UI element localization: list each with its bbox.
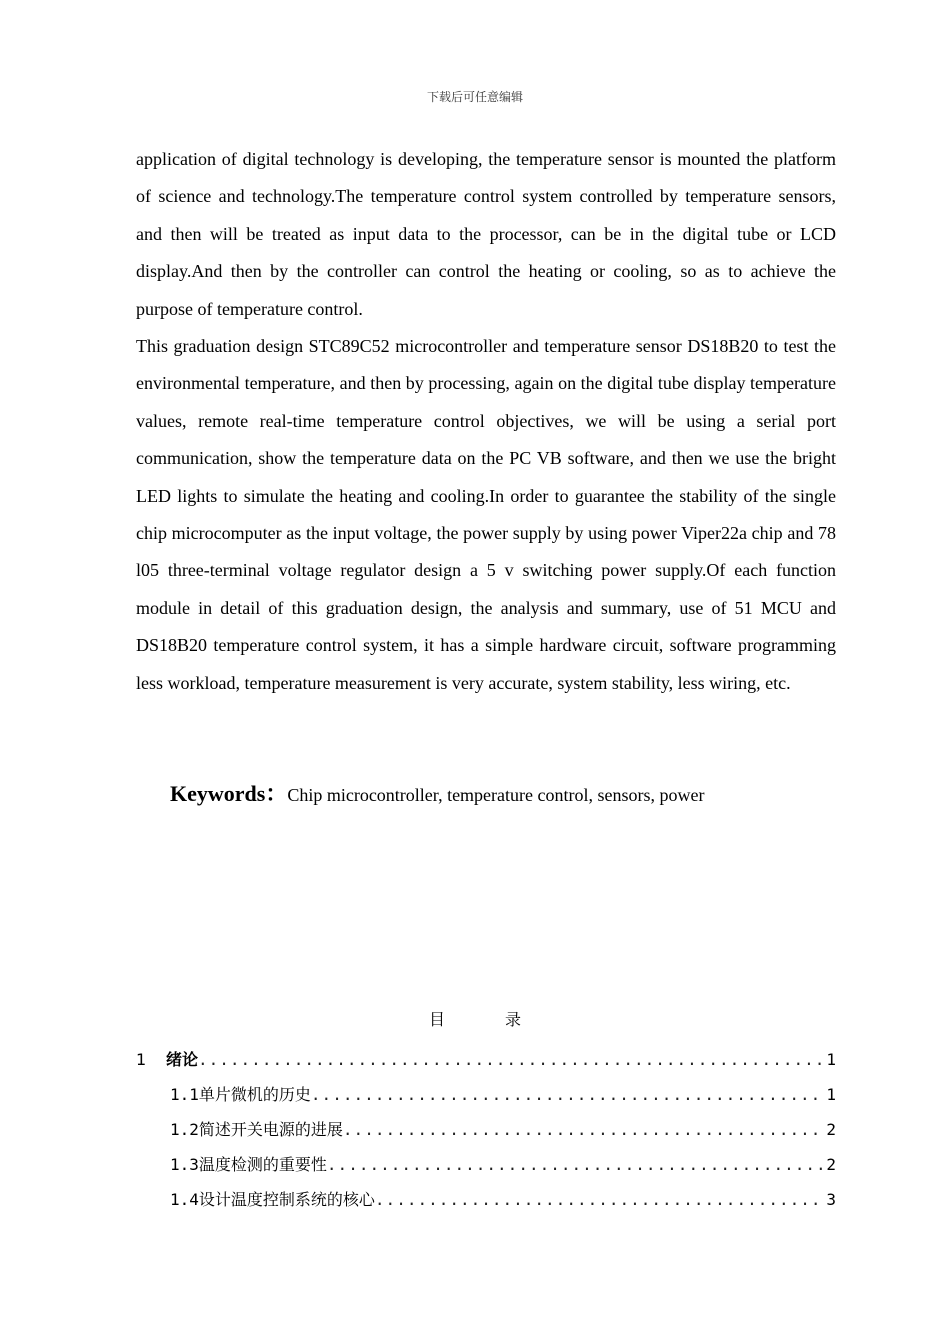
toc-entry-title: 设计温度控制系统的核心	[198, 1190, 375, 1209]
toc-entry-page: 3	[826, 1190, 836, 1209]
toc-leader-dots	[375, 1182, 824, 1217]
toc-entry[interactable]	[136, 1077, 836, 1112]
abstract-paragraph: This graduation design STC89C52 microcontroller and temperature sensor DS18B20 to test the environmental temperature, and then by processing, again on the digital tube display temperature values, remote real-time temperature control objectives, we will be using a serial port communication, show the temperature data on the PC VB software, and then we use the bright LED lights to simulate the heating and cooling.In order to guarantee the stability of the single chip microcomputer as the input voltage, the power supply by using power Viper22a chip and 78 l05 three-terminal voltage regulator design a 5 v switching power supply.Of each function module in detail of this graduation design, the analysis and summary, use of 51 MCU and DS18B20 temperature control system, it has a simple hardware circuit, software programming less workload, temperature measurement is very accurate, system stability, less wiring, etc.	[136, 336, 836, 693]
toc-entry-number: 1.4	[170, 1190, 199, 1209]
toc-entry-page: 2	[826, 1155, 836, 1174]
toc-title-char-1: 目	[428, 1010, 445, 1029]
toc-title-char-2: 录	[505, 1010, 522, 1029]
toc-entry-title: 简述开关电源的进展	[198, 1120, 343, 1139]
toc-entry-number: 1	[136, 1050, 147, 1069]
abstract-paragraph: application of digital technology is developing, the temperature sensor is mounted the platform of science and technology.The temperature control system controlled by temperature sensors, and then will be treated as input data to the processor, can be in the digital tube or LCD display.And then by the controller can control the heating or cooling, so as to achieve the purpose of temperature control.	[136, 149, 836, 319]
toc-entry-number: 1.2	[170, 1120, 199, 1139]
toc-entry[interactable]	[136, 1042, 836, 1077]
toc-entry-number: 1.3	[170, 1155, 199, 1174]
toc-leader-dots	[343, 1112, 824, 1147]
toc-entry-title: 温度检测的重要性	[198, 1155, 327, 1174]
toc-leader-dots	[198, 1042, 824, 1077]
toc-leader-dots	[311, 1077, 824, 1112]
toc-entry-page: 2	[826, 1120, 836, 1139]
toc-entry[interactable]	[136, 1147, 836, 1182]
keywords-line	[170, 778, 704, 811]
toc-entry[interactable]	[136, 1112, 836, 1147]
page-header-note: 下载后可任意编辑	[426, 90, 523, 104]
toc-entry-title: 绪论	[166, 1050, 199, 1069]
toc-entry-page: 1	[826, 1085, 836, 1104]
keywords-text: Chip microcontroller, temperature control, sensors, power	[287, 785, 705, 805]
toc-entry[interactable]	[136, 1182, 836, 1217]
toc-title	[0, 1007, 950, 1030]
toc-entry-title: 单片微机的历史	[198, 1085, 311, 1104]
toc-leader-dots	[327, 1147, 824, 1182]
abstract-body	[136, 141, 836, 702]
table-of-contents	[136, 1042, 836, 1217]
toc-entry-number: 1.1	[170, 1085, 199, 1104]
toc-entry-page: 1	[826, 1050, 836, 1069]
keywords-label: Keywords：	[170, 781, 288, 806]
